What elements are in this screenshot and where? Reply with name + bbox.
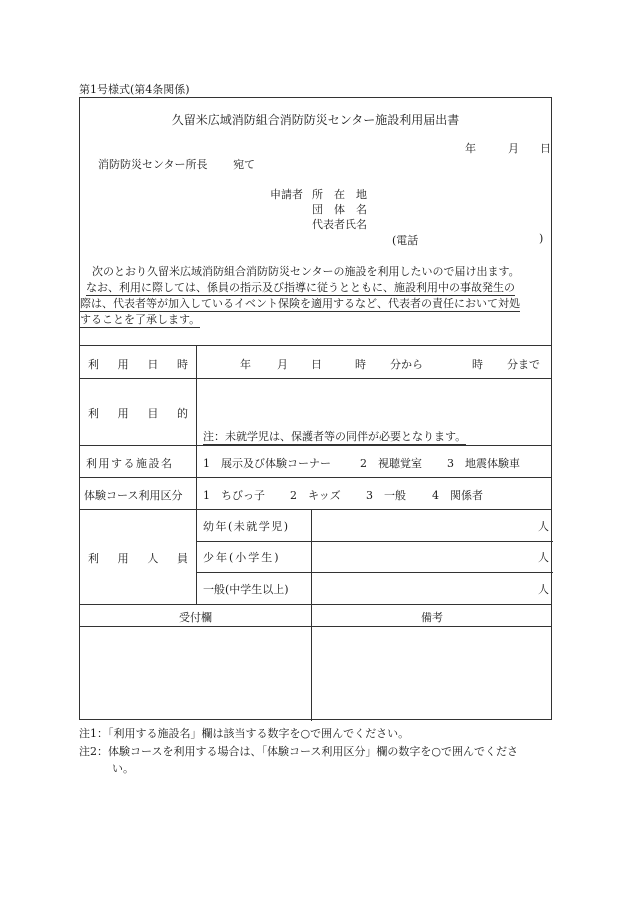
users-unit-infant: 人 bbox=[538, 520, 549, 533]
body-line-4: することを了承します。 bbox=[80, 313, 201, 326]
body-line-2: なお、利用に際しては、係員の指示及び指導に従うとともに、施設利用中の事故発生の bbox=[86, 281, 515, 294]
course-option-4: 4 関係者 bbox=[432, 489, 483, 502]
users-unit-youth: 人 bbox=[538, 551, 549, 564]
users-row-label: 利 用 人 員 bbox=[88, 552, 188, 565]
course-option-3: 3 一般 bbox=[366, 489, 406, 502]
addressee-name: 消防防災センター所長 bbox=[98, 158, 208, 171]
reception-header: 受付欄 bbox=[179, 611, 212, 624]
date-row-to: 分まで bbox=[507, 358, 540, 371]
date-row-hour-to: 時 bbox=[472, 358, 483, 371]
course-option-2: 2 キッズ bbox=[290, 489, 341, 502]
facility-row-label: 利用する施設名 bbox=[86, 457, 174, 470]
row-rule bbox=[80, 445, 551, 446]
note-2-continued: い。 bbox=[112, 762, 134, 775]
addressee bbox=[98, 156, 255, 172]
facility-option-2: 2 視聴覚室 bbox=[360, 457, 422, 470]
facility-option-1: 1 展示及び体験コーナー bbox=[203, 457, 331, 470]
applicant-representative-label: 代表者氏名 bbox=[312, 218, 367, 231]
form-number: 第1号様式(第4条関係) bbox=[79, 83, 190, 96]
purpose-note: 注：未就学児は、保護者等の同伴が必要となります。 bbox=[203, 430, 467, 443]
users-subrow-rule bbox=[196, 541, 553, 542]
users-subrow-rule bbox=[196, 572, 553, 573]
course-row-label: 体験コース利用区分 bbox=[84, 489, 183, 502]
date-row-day: 日 bbox=[311, 358, 322, 371]
date-row-label: 利 用 日 時 bbox=[88, 358, 188, 371]
application-form bbox=[79, 97, 552, 720]
body-line-3: 際は、代表者等が加入しているイベント保険を適用するなど、代表者の責任において対処 bbox=[80, 297, 520, 310]
course-option-1: 1 ちびっ子 bbox=[203, 489, 265, 502]
date-row-year: 年 bbox=[240, 358, 251, 371]
applicant-group-label: 団 体 名 bbox=[312, 203, 367, 216]
row-rule bbox=[80, 604, 551, 605]
applicant-phone-open: (電話 bbox=[392, 234, 419, 247]
date-day: 日 bbox=[540, 142, 551, 155]
date-year: 年 bbox=[465, 142, 476, 155]
applicant-phone-close: ) bbox=[539, 232, 544, 245]
users-category-general: 一般(中学生以上) bbox=[203, 583, 289, 596]
date-month: 月 bbox=[508, 142, 519, 155]
note-1: 注1：「利用する施設名」欄は該当する数字を○で囲んでください。 bbox=[79, 727, 410, 740]
date-row-from: 分から bbox=[390, 358, 423, 371]
date-row-month: 月 bbox=[277, 358, 288, 371]
addressee-suffix: 宛て bbox=[233, 158, 256, 171]
date-field bbox=[465, 140, 545, 156]
note-2: 注2：体験コースを利用する場合は、「体験コース利用区分」欄の数字を○で囲んでくださ bbox=[79, 745, 518, 758]
applicant-label: 申請者 bbox=[270, 188, 303, 201]
row-rule bbox=[80, 477, 551, 478]
table-top-rule bbox=[80, 345, 551, 346]
form-title: 久留米広域消防組合消防防災センター施設利用届出書 bbox=[171, 113, 460, 127]
date-row-hour-from: 時 bbox=[355, 358, 366, 371]
users-unit-general: 人 bbox=[538, 583, 549, 596]
remarks-header: 備考 bbox=[421, 611, 443, 624]
users-category-youth: 少年(小学生) bbox=[203, 551, 281, 564]
body-line-1: 次のとおり久留米広域消防組合消防防災センターの施設を利用したいので届け出ます。 bbox=[92, 265, 520, 278]
row-rule bbox=[80, 378, 551, 379]
row-rule bbox=[80, 626, 551, 627]
label-column-rule bbox=[196, 345, 197, 604]
row-rule bbox=[80, 509, 551, 510]
facility-option-3: 3 地震体験車 bbox=[447, 457, 520, 470]
purpose-row-label: 利 用 目 的 bbox=[88, 407, 188, 420]
users-category-infant: 幼年(未就学児) bbox=[203, 520, 290, 533]
applicant-address-label: 所 在 地 bbox=[312, 188, 367, 201]
